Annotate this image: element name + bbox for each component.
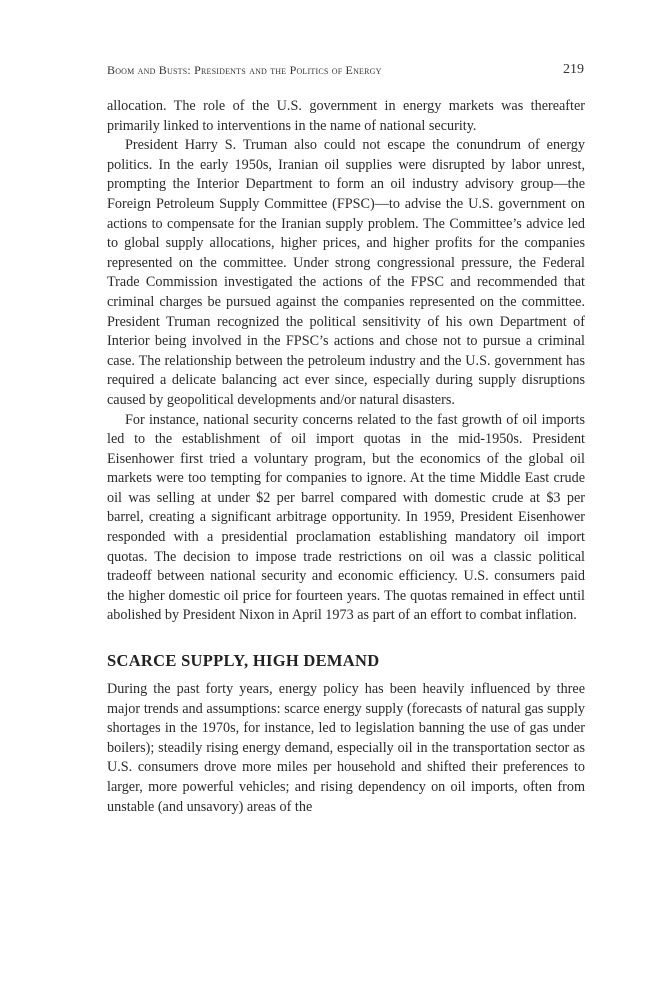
paragraph-eisenhower: For instance, national security concerns related to the fast growth of oil imports led to the establishment of oil import quotas in the mid-1950s. President Eisenhower first tried a voluntary program, but the economics of the global oil markets were too tempting for companies to ignore. At the time Middle East crude oil was selling at under $2 per barrel compared with domestic crude at $3 per barrel, creating a significant arbitrage opportunity. In 1959, President Eisenhower responded with a presidential proclamation establishing mandatory oil import quotas. The decision to impose trade restrictions on oil was a classic political tradeoff between national security and economic efficiency. U.S. consumers paid the higher domestic oil price for fourteen years. The quotas remained in effect until abolished by President Nixon in April 1973 as part of an effort to combat inflation. — [107, 411, 585, 624]
paragraph-section-intro: During the past forty years, energy policy has been heavily influenced by three major trends and assumptions: scarce energy supply (forecasts of natural gas supply shortages in the 1970s, for instance, led to legislation banning the use of gas under boilers); steadily rising energy demand, especially oil in the transportation sector as U.S. consumers drove more miles per household and shifted their preferences to larger, more powerful vehicles; and rising dependency on oil imports, often from unstable (and unsavory) areas of the — [107, 681, 585, 815]
page-body — [107, 97, 585, 817]
section-heading: SCARCE SUPPLY, HIGH DEMAND — [107, 651, 380, 671]
page-number: 219 — [563, 62, 584, 77]
paragraph-truman: President Harry S. Truman also could not escape the conundrum of energy politics. In the early 1950s, Iranian oil supplies were disrupted by labor unrest, prompting the Interior Department to form an oil industry advisory group—the Foreign Petroleum Supply Committee (FPSC)—to advise the U.S. government on actions to compensate for the Iranian supply problem. The Committee’s advice led to global supply allocations, higher prices, and higher profits for the companies represented on the committee. Under strong congressional pressure, the Federal Trade Commission investigated the actions of the FPSC and recommended that criminal charges be pursued against the companies represented on the committee. President Truman recognized the political sensitivity of his own Department of Interior being involved in the FPSC’s actions and chose not to pursue a criminal case. The relationship between the petroleum industry and the U.S. government has required a delicate balancing act ever since, especially during supply disruptions caused by geopolitical developments and/or natural disasters. — [107, 137, 585, 408]
paragraph-continuation: allocation. The role of the U.S. government in energy markets was thereafter primarily linked to interventions in the name of national security. — [107, 98, 585, 134]
running-head: Boom and Busts: Presidents and the Politics of Energy — [107, 63, 382, 77]
